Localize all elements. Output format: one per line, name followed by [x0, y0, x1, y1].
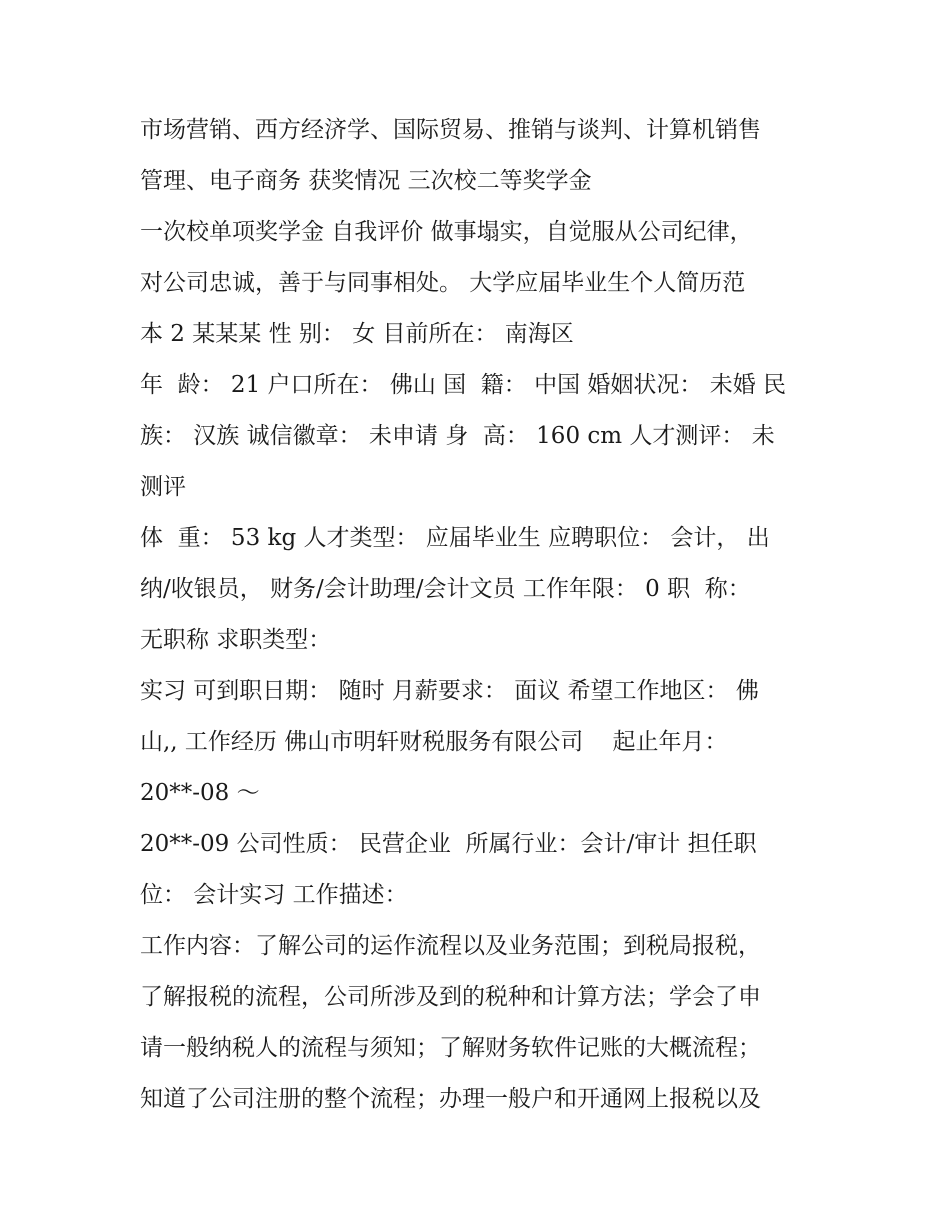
- text-line: 20**-08 ～: [140, 780, 260, 806]
- text-line: 山,, 工作经历 佛山市明轩财税服务有限公司 起止年月：: [140, 729, 728, 755]
- text-line: 位： 会计实习 工作描述：: [140, 882, 408, 908]
- text-line: 20**-09 公司性质： 民营企业 所属行业：会计/审计 担任职: [140, 831, 757, 857]
- document-body: [140, 105, 830, 1125]
- text-line: 知道了公司注册的整个流程；办理一般户和开通网上报税以及: [140, 1086, 761, 1112]
- text-line: 无职称 求职类型：: [140, 627, 332, 653]
- text-line: 了解报税的流程，公司所涉及到的税种和计算方法；学会了申: [140, 984, 761, 1010]
- text-line: 年 龄： 21 户口所在： 佛山 国 籍： 中国 婚姻状况： 未婚 民: [140, 372, 786, 398]
- text-line: 本 2 某某某 性 别： 女 目前所在： 南海区: [140, 321, 574, 347]
- text-line: 工作内容：了解公司的运作流程以及业务范围；到税局报税，: [140, 933, 761, 959]
- text-line: 测评: [140, 474, 186, 500]
- text-line: 对公司忠诚，善于与同事相处。 大学应届毕业生个人简历范: [140, 270, 746, 296]
- text-line: 族： 汉族 诚信徽章： 未申请 身 高： 160 cm 人才测评： 未: [140, 423, 775, 449]
- text-line: 纳/收银员， 财务/会计助理/会计文员 工作年限： 0 职 称：: [140, 576, 751, 602]
- text-line: 管理、电子商务 获奖情况 三次校二等奖学金: [140, 168, 592, 194]
- text-line: 请一般纳税人的流程与须知；了解财务软件记账的大概流程；: [140, 1035, 761, 1061]
- text-line: 一次校单项奖学金 自我评价 做事塌实，自觉服从公司纪律，: [140, 219, 753, 245]
- text-line: 实习 可到职日期： 随时 月薪要求： 面议 希望工作地区： 佛: [140, 678, 759, 704]
- text-line: 体 重： 53 kg 人才类型： 应届毕业生 应聘职位： 会计， 出: [140, 525, 770, 551]
- text-line: 市场营销、西方经济学、国际贸易、推销与谈判、计算机销售: [140, 117, 761, 143]
